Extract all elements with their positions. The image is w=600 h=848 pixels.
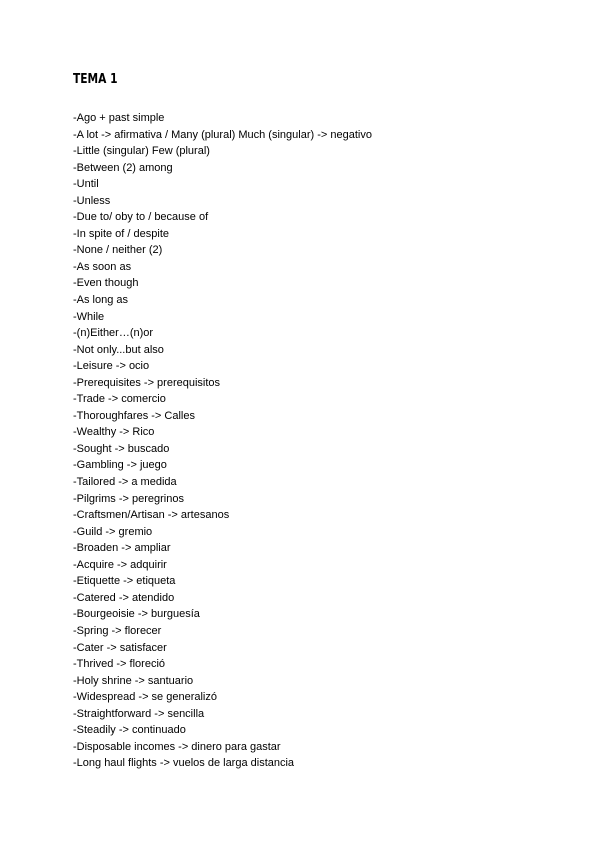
list-item: -Bourgeoisie -> burguesía bbox=[73, 608, 200, 621]
list-item: -Leisure -> ocio bbox=[73, 360, 150, 373]
page-title: TEMA 1 bbox=[73, 72, 118, 87]
list-item: -Gambling -> juego bbox=[73, 459, 167, 472]
list-item: -While bbox=[73, 310, 105, 323]
list-item: -Due to/ oby to / because of bbox=[73, 211, 209, 224]
list-item: -Etiquette -> etiqueta bbox=[73, 575, 176, 588]
list-item: -Even though bbox=[73, 277, 139, 290]
list-item: -Guild -> gremio bbox=[73, 525, 153, 538]
list-item: -As long as bbox=[73, 294, 129, 307]
list-item: -Broaden -> ampliar bbox=[73, 542, 171, 555]
list-item: -Catered -> atendido bbox=[73, 591, 175, 604]
list-item: -Not only...but also bbox=[73, 343, 164, 356]
list-item: -Until bbox=[73, 178, 99, 191]
list-item: -Between (2) among bbox=[73, 161, 173, 174]
list-item: -None / neither (2) bbox=[73, 244, 163, 257]
list-item: -Long haul flights -> vuelos de larga distancia bbox=[73, 757, 295, 770]
list-item: -Prerequisites -> prerequisitos bbox=[73, 376, 221, 389]
list-item: -Straightforward -> sencilla bbox=[73, 707, 205, 720]
list-item: -Sought -> buscado bbox=[73, 442, 170, 455]
list-item: -Little (singular) Few (plural) bbox=[73, 145, 210, 158]
list-item: -Spring -> florecer bbox=[73, 624, 162, 637]
list-item: -Widespread -> se generalizó bbox=[73, 691, 217, 704]
list-item: -Disposable incomes -> dinero para gastar bbox=[73, 740, 281, 753]
list-item: -(n)Either…(n)or bbox=[73, 327, 154, 340]
list-item: -Thoroughfares -> Calles bbox=[73, 409, 195, 422]
list-item: -Ago + past simple bbox=[73, 112, 165, 124]
list-item: -In spite of / despite bbox=[73, 227, 169, 240]
list-item: -Thrived -> floreció bbox=[73, 658, 166, 671]
list-item: -Unless bbox=[73, 194, 111, 207]
list-item: -Cater -> satisfacer bbox=[73, 641, 167, 654]
vocabulary-list bbox=[73, 110, 573, 772]
list-item: -Trade -> comercio bbox=[73, 393, 166, 406]
list-item: -Wealthy -> Rico bbox=[73, 426, 155, 439]
list-item: -As soon as bbox=[73, 260, 132, 273]
list-item: -A lot -> afirmativa / Many (plural) Much (singular) -> negativo bbox=[73, 128, 372, 141]
list-item: -Tailored -> a medida bbox=[73, 476, 177, 489]
list-item: -Craftsmen/Artisan -> artesanos bbox=[73, 509, 230, 522]
list-item: -Steadily -> continuado bbox=[73, 724, 186, 737]
list-item: -Holy shrine -> santuario bbox=[73, 674, 194, 687]
list-item: -Acquire -> adquirir bbox=[73, 558, 167, 571]
list-item: -Pilgrims -> peregrinos bbox=[73, 492, 184, 505]
